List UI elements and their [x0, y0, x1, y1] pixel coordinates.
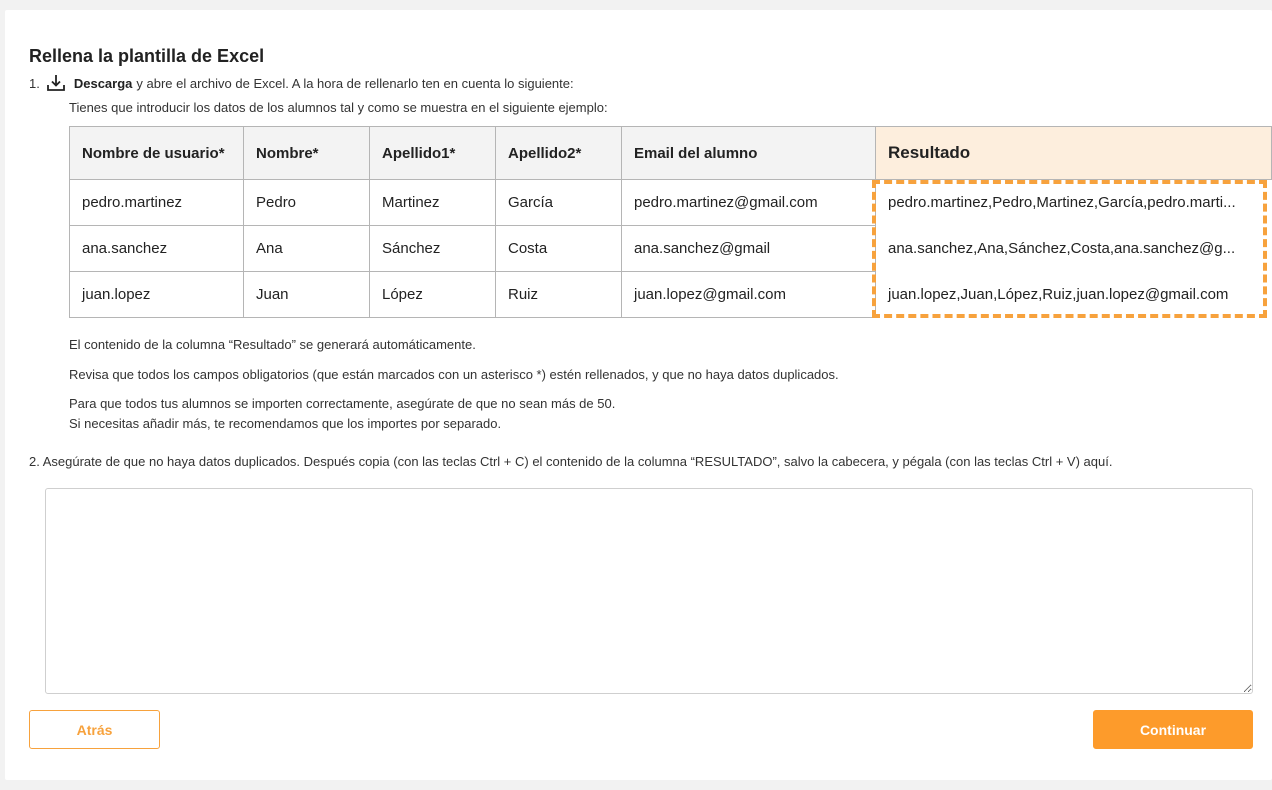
download-icon: [46, 74, 66, 92]
cell-email: ana.sanchez@gmail: [622, 226, 876, 272]
cell-surname1: Martinez: [370, 180, 496, 226]
cell-email: juan.lopez@gmail.com: [622, 272, 876, 318]
cell-name: Pedro: [244, 180, 370, 226]
table-row: [70, 180, 1272, 226]
cell-username: ana.sanchez: [70, 226, 244, 272]
cell-name: Ana: [244, 226, 370, 272]
example-table: [69, 126, 1272, 318]
header-username: Nombre de usuario*: [70, 127, 244, 180]
table-row: [70, 226, 1272, 272]
cell-result: juan.lopez,Juan,López,Ruiz,juan.lopez@gmail.com: [888, 286, 1229, 303]
download-label[interactable]: Descarga: [73, 75, 133, 91]
cell-surname2: Ruiz: [496, 272, 622, 318]
header-surname2: Apellido2*: [496, 127, 622, 180]
table-row: [70, 272, 1272, 318]
cell-surname1: Sánchez: [370, 226, 496, 272]
cell-username: pedro.martinez: [70, 180, 244, 226]
cell-surname2: García: [496, 180, 622, 226]
header-surname1: Apellido1*: [370, 127, 496, 180]
cell-result: pedro.martinez,Pedro,Martinez,García,pedro.marti...: [888, 194, 1236, 212]
cell-name: Juan: [244, 272, 370, 318]
cell-username: juan.lopez: [70, 272, 244, 318]
back-button[interactable]: Atrás: [29, 710, 160, 749]
note-required-fields: Revisa que todos los campos obligatorios (que están marcados con un asterisco *) estén rellenados, y que no haya datos duplicados.: [69, 367, 839, 382]
cell-surname2: Costa: [496, 226, 622, 272]
cell-surname1: López: [370, 272, 496, 318]
note-limit-line2: Si necesitas añadir más, te recomendamos que los importes por separado.: [69, 416, 502, 431]
header-name: Nombre*: [244, 127, 370, 180]
step-1-number: 1.: [29, 75, 40, 91]
step-1-text: y abre el archivo de Excel. A la hora de rellenarlo ten en cuenta lo siguiente:: [136, 75, 574, 91]
page-title: Rellena la plantilla de Excel: [29, 46, 265, 66]
import-card: [5, 10, 1272, 780]
step-2-text: 2. Asegúrate de que no haya datos duplicados. Después copia (con las teclas Ctrl + C) el contenido de la columna “RESULTADO”, salvo la cabecera, y pégala (con las teclas Ctrl + V) aquí.: [29, 454, 1113, 469]
download-template-link[interactable]: [46, 74, 133, 92]
header-result: Resultado: [876, 127, 1272, 180]
continue-button[interactable]: Continuar: [1093, 710, 1253, 749]
table-header-row: [70, 127, 1272, 180]
paste-result-textarea[interactable]: [45, 488, 1253, 694]
example-instruction: Tienes que introducir los datos de los alumnos tal y como se muestra en el siguiente ejemplo:: [69, 100, 608, 115]
header-email: Email del alumno: [622, 127, 876, 180]
note-auto-result: El contenido de la columna “Resultado” se generará automáticamente.: [69, 337, 476, 352]
cell-result: ana.sanchez,Ana,Sánchez,Costa,ana.sanchez@g...: [888, 240, 1236, 257]
note-limit-line1: Para que todos tus alumnos se importen correctamente, asegúrate de que no sean más de 50.: [69, 396, 616, 411]
cell-email: pedro.martinez@gmail.com: [622, 180, 876, 226]
step-1: [29, 74, 574, 92]
